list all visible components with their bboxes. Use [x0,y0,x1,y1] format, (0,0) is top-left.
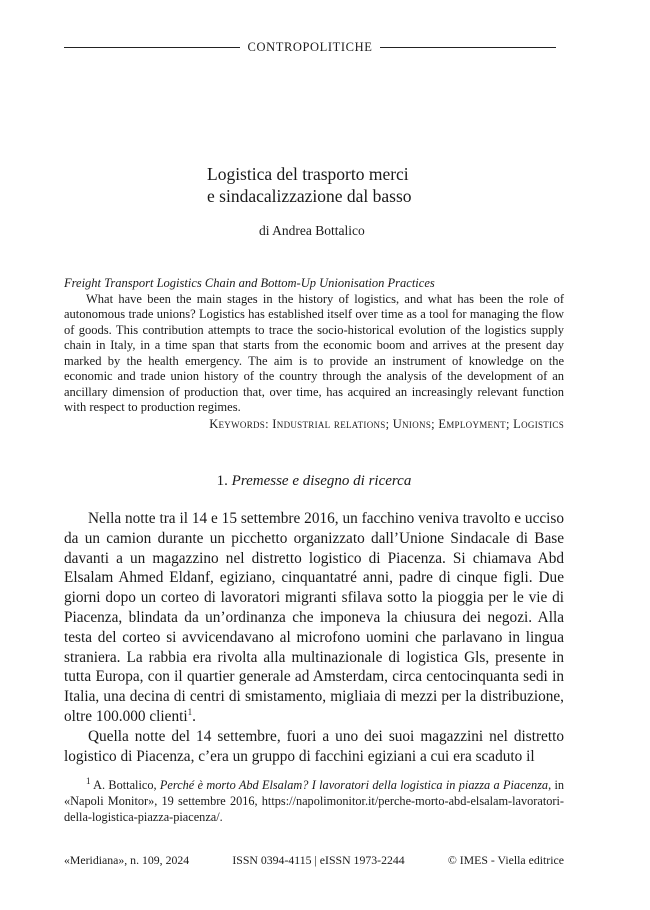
footnote-author: A. Bottalico, [93,778,157,792]
article-title-line-2: e sindacalizzazione dal basso [207,186,412,206]
footer-publisher: © IMES - Viella editrice [447,853,564,867]
footnote-text [64,777,564,825]
running-title: CONTROPOLITICHE [247,40,373,54]
page-footer [64,853,564,868]
footnote-reference[interactable]: 1 [187,706,193,717]
abstract [64,276,564,432]
footnote [64,777,564,825]
header-rule-right [380,47,556,48]
footnote-marker: 1 [86,775,91,786]
abstract-title: Freight Transport Logistics Chain and Bottom-Up Unionisation Practices [64,276,435,290]
body-paragraph-2: Quella notte del 14 settembre, fuori a uno dei suoi magazzini nel distretto logistico di Piacenza, c’era un gruppo di facchini egiziani a cui era scaduto il [64,727,564,765]
footer-issn: ISSN 0394-4115 | eISSN 1973-2244 [232,853,405,867]
running-header [64,40,556,55]
body-text [64,509,564,766]
header-rule-left [64,47,240,48]
article-title-line-1: Logistica del trasporto merci [207,164,409,184]
article-author: di Andrea Bottalico [259,223,365,238]
section-title: Premesse e disegno di ricerca [231,473,412,489]
body-paragraph-1-text: Nella notte tra il 14 e 15 settembre 2016, un facchino veniva travolto e ucciso da un camion durante un picchetto organizzato dall’Unione Sindacale di Base davanti a un magazzino nel distretto logistico di Piacenza. Si chiamava Abd Elsalam Ahmed Eldanf, egiziano, cinquantatré anni, padre di cinque figli. Due giorni dopo un corteo di lavoratori migranti sfilava sotto la pioggia per le vie di Piacenza, blindata da un’ordinanza che imponeva la chiusura dei negozi. Alla testa del corteo si avvicendavano al microfono uomini che parlavano in lingua straniera. La rabbia era rivolta alla multinazionale di logistica Gls, presente in tutta Europa, con il quartier generale ad Amsterdam, circa centocinquanta sedi in Italia, una decina di centri di smistamento, migliaia di mezzi per la distribuzione, oltre 100.000 clienti [64,510,564,725]
keywords: Keywords: Industrial relations; Unions; Employment; Logistics [209,416,564,431]
abstract-text: What have been the main stages in the history of logistics, and what has been the role of autonomous trade unions? Logistics has established itself over time as a tool for managing the flow of goods. This contribution attempts to trace the socio-historical evolution of the logistics supply chain in Italy, in a time span that starts from the economic boom and arrives at the present day marked by the health emergency. The aim is to provide an instrument of knowledge on the economic and trade union history of the country through the analysis of the development of an ancillary dimension of production that, over time, has acquired an increasingly relevant function with respect to production regimes. [64,291,564,414]
section-heading [64,473,564,490]
footer-journal: «Meridiana», n. 109, 2024 [64,853,190,867]
article-title-block [207,163,507,239]
section-number: 1. [216,473,228,489]
body-paragraph-1: Nella notte tra il 14 e 15 settembre 2016, un facchino veniva travolto e ucciso da un camion durante un picchetto organizzato dall’Unione Sindacale di Base davanti a un magazzino nel distretto logistico di Piacenza. Si chiamava Abd Elsalam Ahmed Eldanf, egiziano, cinquantatré anni, padre di cinque figli. Due giorni dopo un corteo di lavoratori migranti sfilava sotto la pioggia per le vie di Piacenza, blindata da un’ordinanza che imponeva la chiusura dei negozi. Alla testa del corteo si avvicendavano al microfono uomini che parlavano in lingua straniera. La rabbia era rivolta alla multinazionale di logistica Gls, presente in tutta Europa, con il quartier generale ad Amsterdam, circa centocinquanta sedi in Italia, una decina di centri di smistamento, migliaia di mezzi per la distribuzione, oltre 100.000 clienti$^1$. [64,510,564,725]
footnote-title: Perché è morto Abd Elsalam? I lavoratori della logistica in piazza a Piacenza [159,778,549,792]
footnote-rest: , in «Napoli Monitor», 19 settembre 2016, https://napolimonitor.it/perche-morto-abd-elsalam-lavoratori-della-logistica-piazza-piacenza/. [64,778,565,824]
